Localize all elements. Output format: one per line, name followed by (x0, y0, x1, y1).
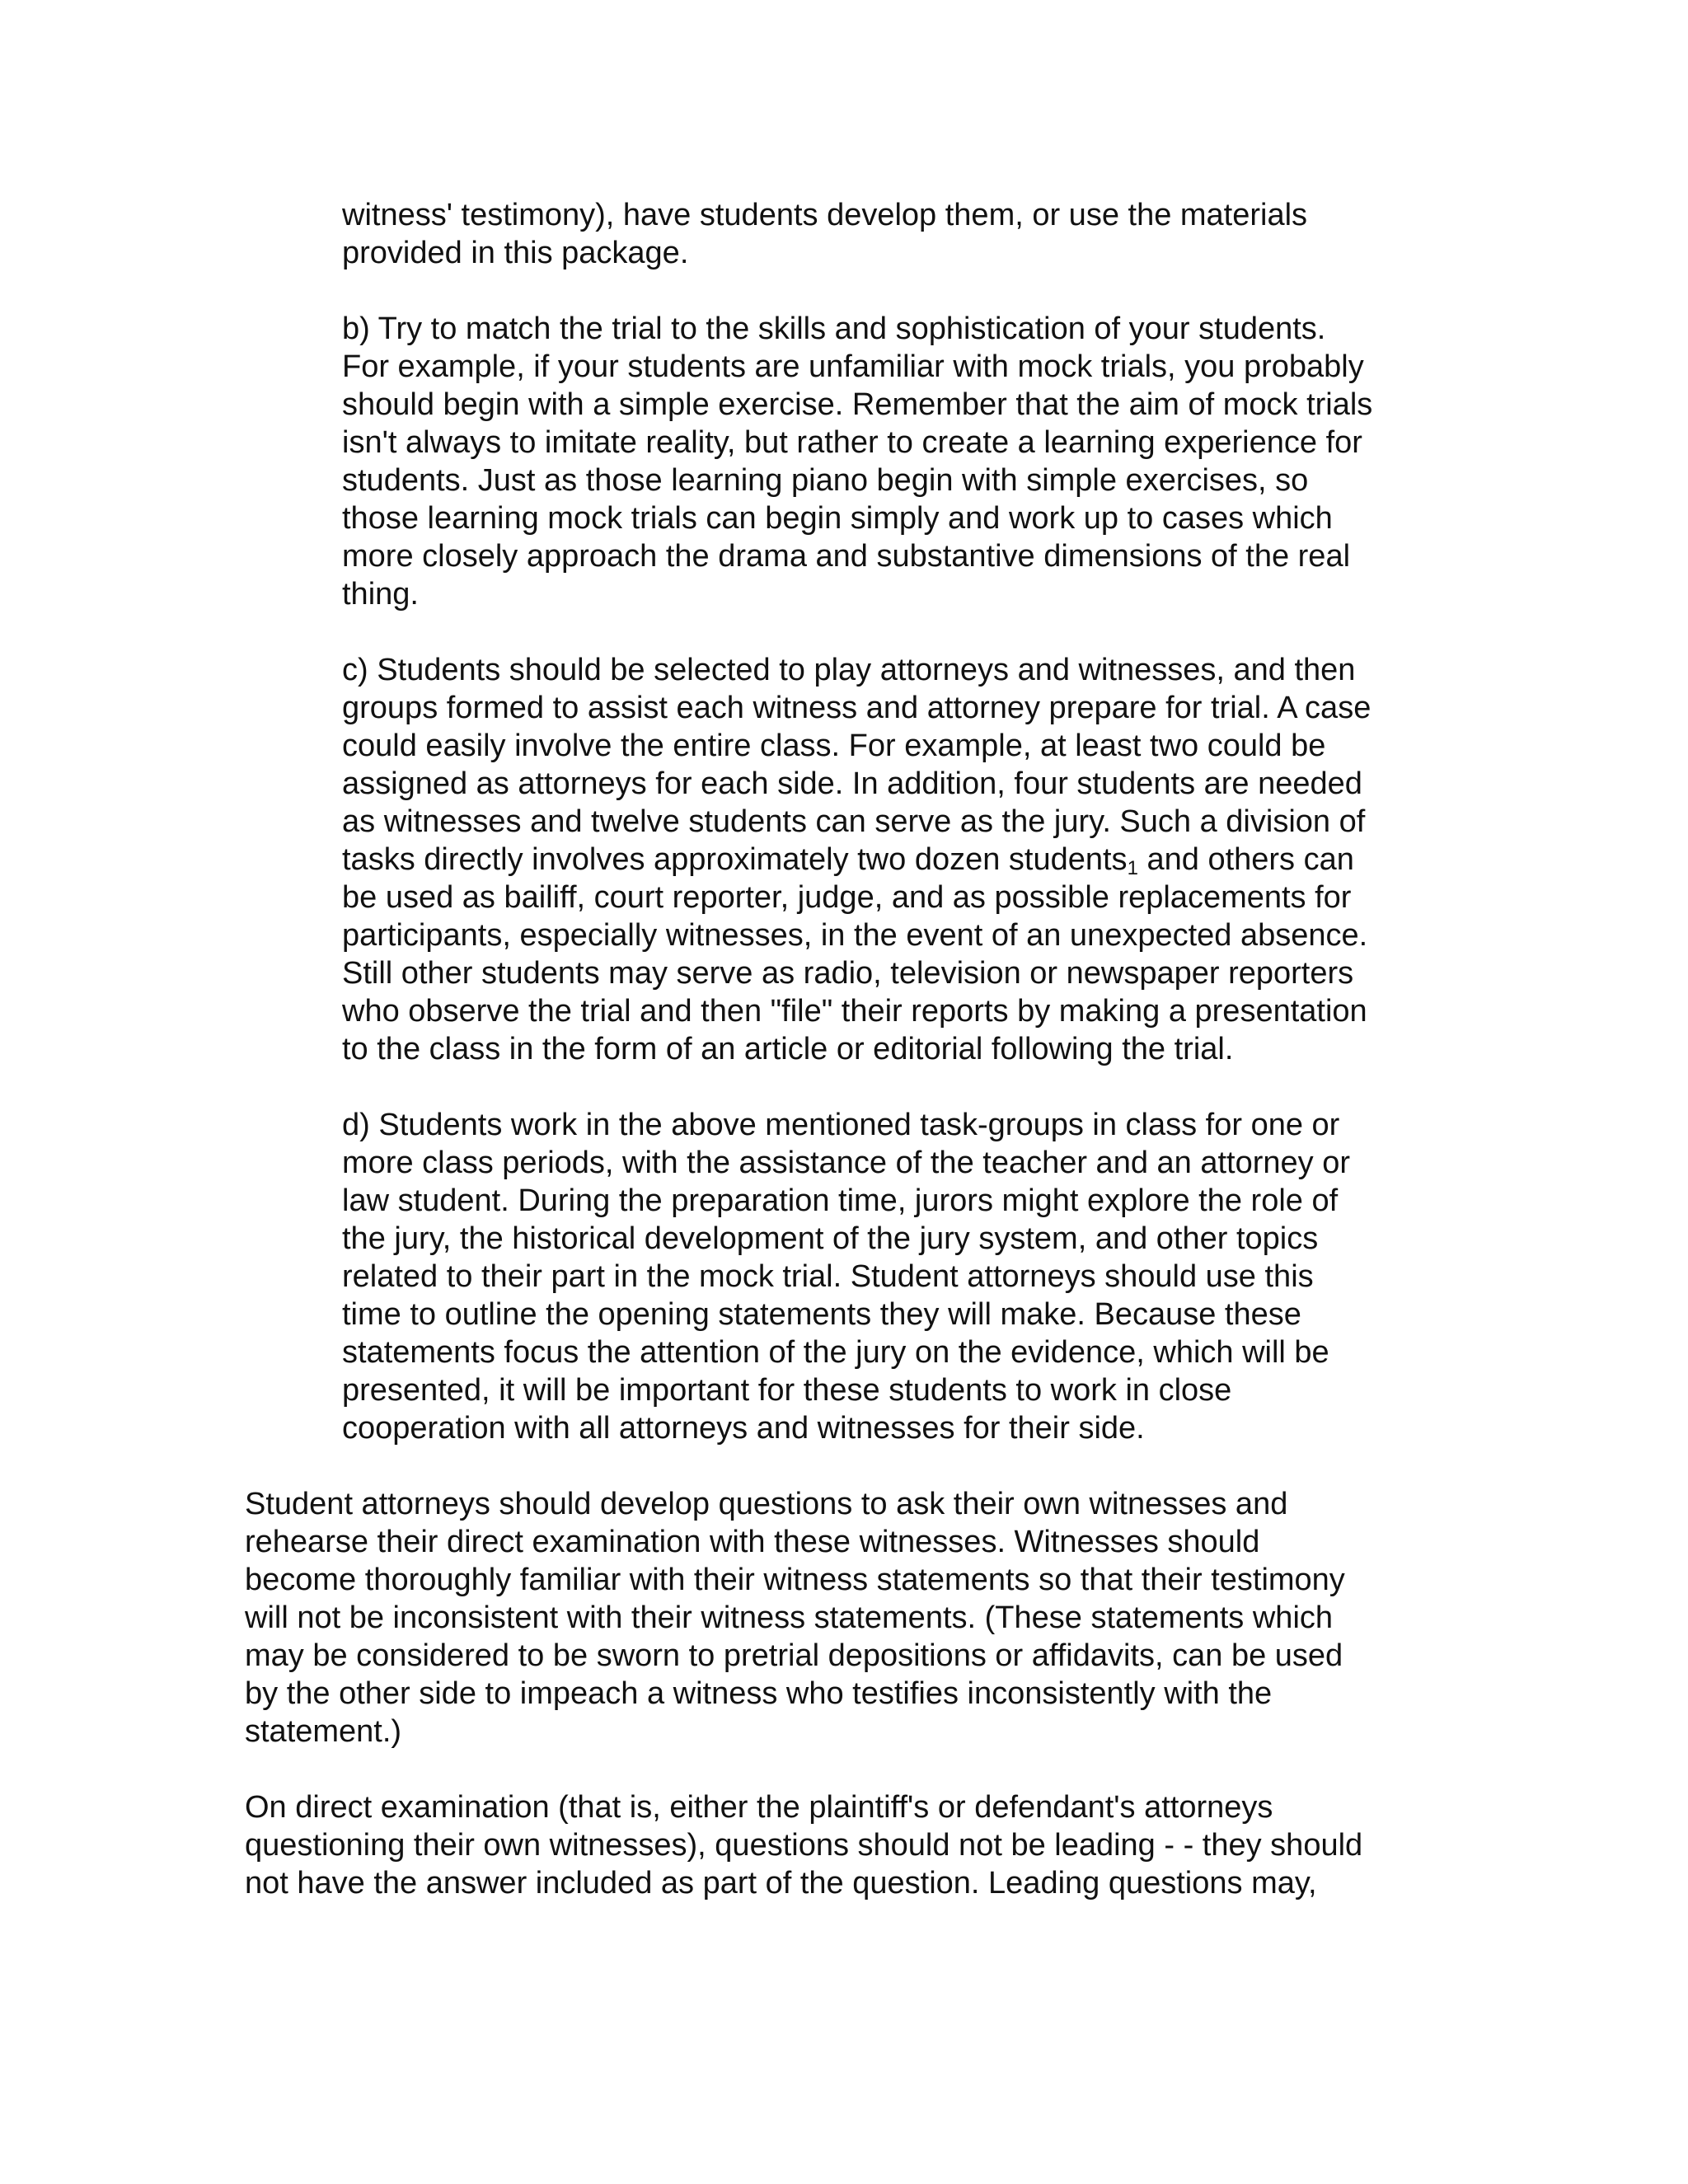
paragraph-line: statement.) (245, 1714, 402, 1749)
item-b-line: For example, if your students are unfamiliar with mock trials, you probably (342, 349, 1364, 384)
paragraph-line: questioning their own witnesses), questions should not be leading - - they should (245, 1828, 1363, 1863)
paragraph-line: not have the answer included as part of the question. Leading questions may, (245, 1866, 1317, 1900)
item-d-line: related to their part in the mock trial. Student attorneys should use this (342, 1259, 1314, 1294)
item-d-line: presented, it will be important for these students to work in close (342, 1373, 1232, 1408)
item-b-line: students. Just as those learning piano begin with simple exercises, so (342, 463, 1309, 498)
item-c-line: be used as bailiff, court reporter, judge, and as possible replacements for (342, 880, 1352, 915)
paragraph-line: become thoroughly familiar with their witness statements so that their testimony (245, 1563, 1345, 1597)
paragraph-line: will not be inconsistent with their witness statements. (These statements which (245, 1601, 1334, 1635)
item-c-line: Still other students may serve as radio, television or newspaper reporters (342, 956, 1354, 991)
item-b-line: isn't always to imitate reality, but rather to create a learning experience for (342, 425, 1362, 460)
paragraph-line: by the other side to impeach a witness who testifies inconsistently with the (245, 1676, 1273, 1711)
item-c-text: and others can (1137, 842, 1354, 877)
item-b-line: those learning mock trials can begin simply and work up to cases which (342, 501, 1333, 536)
item-c-line: c) Students should be selected to play attorneys and witnesses, and then (342, 653, 1356, 687)
item-c-line: who observe the trial and then "file" their reports by making a presentation (342, 994, 1367, 1029)
item-c-line: to the class in the form of an article or editorial following the trial. (342, 1032, 1234, 1066)
item-c-line: as witnesses and twelve students can serve as the jury. Such a division of (342, 804, 1366, 839)
paragraph-line: may be considered to be sworn to pretrial depositions or affidavits, can be used (245, 1638, 1343, 1673)
item-a-line: provided in this package. (342, 236, 689, 270)
item-a-line: witness' testimony), have students develop them, or use the materials (342, 198, 1308, 232)
paragraph-line: Student attorneys should develop questions to ask their own witnesses and (245, 1487, 1288, 1521)
item-b-line: b) Try to match the trial to the skills and sophistication of your students. (342, 312, 1326, 346)
item-c-line: participants, especially witnesses, in the event of an unexpected absence. (342, 918, 1368, 953)
footnote-marker: 1 (1127, 857, 1138, 879)
item-b-line: thing. (342, 577, 419, 612)
item-c-line: could easily involve the entire class. For example, at least two could be (342, 729, 1326, 763)
item-c-line: groups formed to assist each witness and attorney prepare for trial. A case (342, 691, 1372, 725)
item-c-line: assigned as attorneys for each side. In addition, four students are needed (342, 766, 1362, 801)
item-c-text: tasks directly involves approximately two dozen students (342, 842, 1128, 877)
item-d-line: law student. During the preparation time, jurors might explore the role of (342, 1183, 1339, 1218)
item-d-line: cooperation with all attorneys and witnesses for their side. (342, 1411, 1145, 1446)
paragraph-line: rehearse their direct examination with these witnesses. Witnesses should (245, 1525, 1260, 1559)
item-d-line: d) Students work in the above mentioned task-groups in class for one or (342, 1108, 1340, 1142)
paragraph-line: On direct examination (that is, either the plaintiff's or defendant's attorneys (245, 1790, 1273, 1825)
item-d-line: the jury, the historical development of the jury system, and other topics (342, 1221, 1319, 1256)
item-d-line: more class periods, with the assistance of the teacher and an attorney or (342, 1146, 1350, 1180)
item-b-line: more closely approach the drama and substantive dimensions of the real (342, 539, 1351, 574)
item-d-line: statements focus the attention of the jury on the evidence, which will be (342, 1335, 1329, 1370)
item-b-line: should begin with a simple exercise. Remember that the aim of mock trials (342, 387, 1373, 422)
item-c-footnote-line (342, 841, 1354, 879)
item-d-line: time to outline the opening statements they will make. Because these (342, 1297, 1301, 1332)
